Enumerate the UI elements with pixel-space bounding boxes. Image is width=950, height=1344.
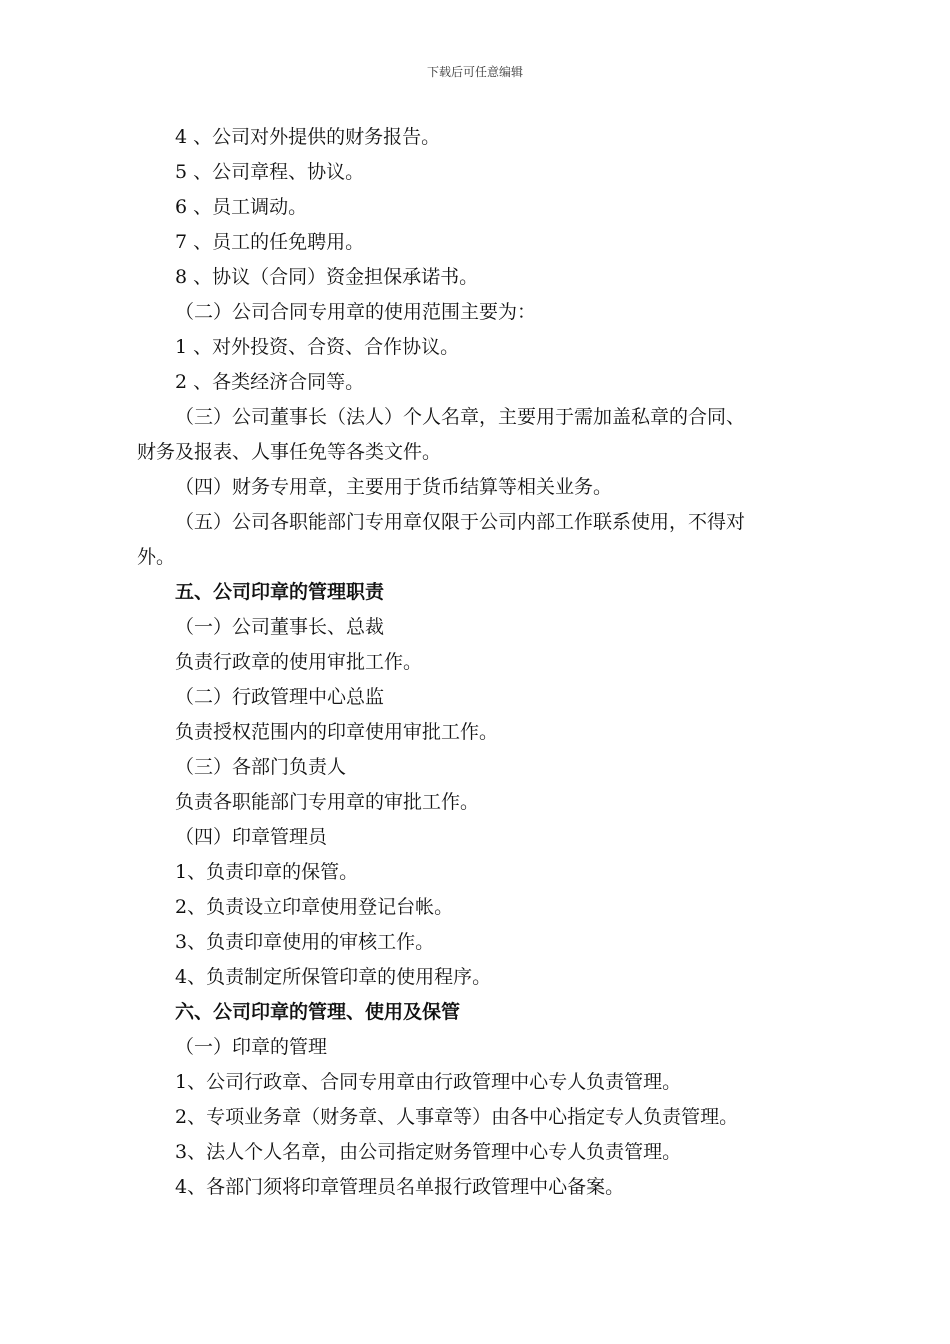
subsection-heading: （二）公司合同专用章的使用范围主要为： [175, 301, 537, 323]
list-item: 2、专项业务章（财务章、人事章等）由各中心指定专人负责管理。 [175, 1106, 739, 1128]
list-item: 6 、员工调动。 [175, 196, 308, 218]
document-body [137, 120, 817, 1205]
subsection-heading: （一）印章的管理 [175, 1036, 328, 1058]
list-item: 8 、协议（合同）资金担保承诺书。 [175, 266, 479, 288]
list-item: 3、负责印章使用的审核工作。 [175, 931, 435, 953]
list-item: 1、公司行政章、合同专用章由行政管理中心专人负责管理。 [175, 1071, 682, 1093]
section-heading: 五、公司印章的管理职责 [175, 581, 385, 603]
list-item: 4、各部门须将印章管理员名单报行政管理中心备案。 [175, 1176, 625, 1198]
list-item: 2 、各类经济合同等。 [175, 371, 365, 393]
list-item: 1 、对外投资、合资、合作协议。 [175, 336, 460, 358]
list-item: 5 、公司章程、协议。 [175, 161, 365, 183]
subsection-heading: （四）印章管理员 [175, 826, 328, 848]
paragraph-line: （三）公司董事长（法人）个人名章，主要用于需加盖私章的合同、 [175, 406, 746, 428]
list-item: 1、负责印章的保管。 [175, 861, 359, 883]
section-heading: 六、公司印章的管理、使用及保管 [175, 1001, 461, 1023]
paragraph-line: 财务及报表、人事任免等各类文件。 [137, 441, 442, 463]
list-item: 7 、员工的任免聘用。 [175, 231, 365, 253]
paragraph-line: 负责各职能部门专用章的审批工作。 [175, 791, 480, 813]
subsection-heading: （二）行政管理中心总监 [175, 686, 385, 708]
paragraph-line: 负责行政章的使用审批工作。 [175, 651, 423, 673]
paragraph-line: （五）公司各职能部门专用章仅限于公司内部工作联系使用，不得对 [175, 511, 746, 533]
list-item: 2、负责设立印章使用登记台帐。 [175, 896, 454, 918]
paragraph-line: 负责授权范围内的印章使用审批工作。 [175, 721, 499, 743]
list-item: 4、负责制定所保管印章的使用程序。 [175, 966, 492, 988]
subsection-heading: （三）各部门负责人 [175, 756, 347, 778]
list-item: 4 、公司对外提供的财务报告。 [175, 126, 441, 148]
paragraph-line: （四）财务专用章，主要用于货币结算等相关业务。 [175, 476, 613, 498]
paragraph-line: 外。 [137, 546, 176, 568]
subsection-heading: （一）公司董事长、总裁 [175, 616, 385, 638]
list-item: 3、法人个人名章，由公司指定财务管理中心专人负责管理。 [175, 1141, 682, 1163]
page-header: 下载后可任意编辑 [426, 65, 523, 79]
